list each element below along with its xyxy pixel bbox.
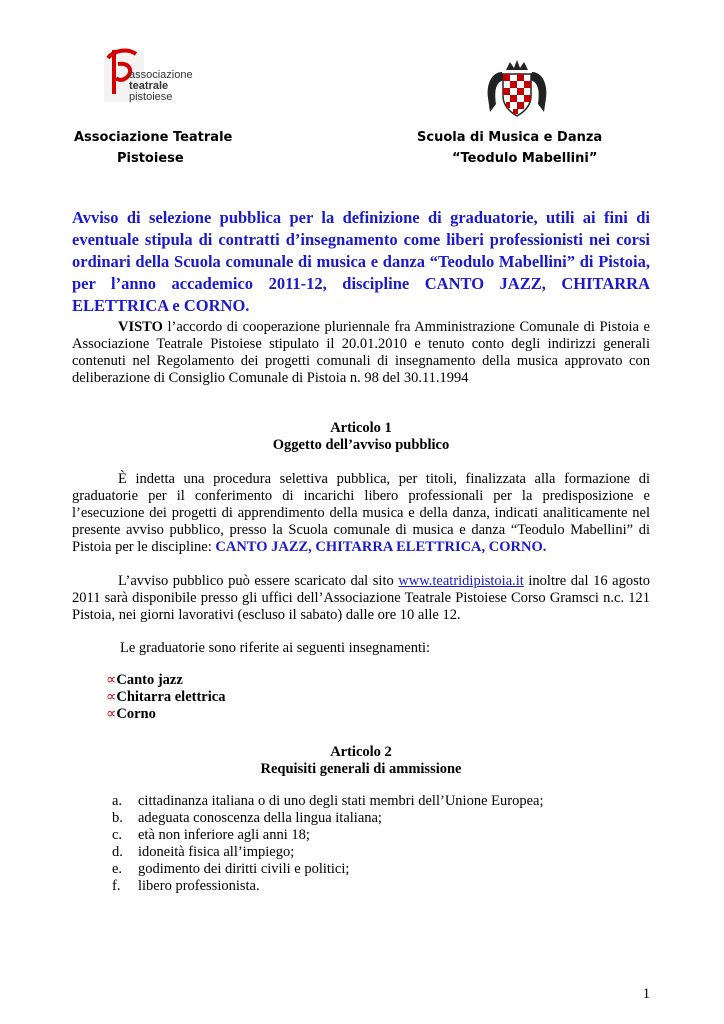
header-right-line-2: “Teodulo Mabellini” — [452, 151, 598, 166]
article-1-paragraph-3: Le graduatorie sono riferite ai seguenti insegnamenti: — [120, 640, 431, 656]
list-item: d. idoneità fisica all’impiego; — [112, 844, 295, 860]
logo-associazione-teatrale — [104, 44, 196, 108]
logo-line-3: pistoiese — [129, 91, 173, 103]
disciplines-list — [106, 672, 225, 723]
header-left-line-2: Pistoiese — [117, 151, 184, 166]
list-item: f. libero professionista. — [112, 878, 260, 894]
article-1-paragraph-2 — [72, 573, 650, 624]
list-item: b. adeguata conoscenza della lingua italiana; — [112, 810, 382, 826]
website-link[interactable]: www.teatridipistoia.it — [398, 573, 524, 589]
logo-scuola-mabellini — [484, 58, 550, 120]
header-left-line-1: Associazione Teatrale — [74, 130, 233, 145]
requirements-list — [112, 793, 543, 895]
bullet-icon: ∝ — [106, 689, 117, 705]
list-item: a. cittadinanza italiana o di uno degli stati membri dell’Unione Europea; — [112, 793, 544, 809]
notice-title: Avviso di selezione pubblica per la definizione di graduatorie, utili ai fini di eventuale stipula di contratti d’insegnamento come liberi professionisti nei corsi ordinari della Scuola comunale di musica e danza “Teodulo Mabellini” di Pistoia, per l’anno accademico 2011-12, discipline CANTO JAZZ, CHITARRA ELETTRICA e CORNO. — [72, 208, 650, 315]
list-item: ∝Corno — [106, 706, 156, 722]
list-item: e. godimento dei diritti civili e politici; — [112, 861, 350, 877]
disciplines-highlight: CANTO JAZZ, CHITARRA ELETTRICA, CORNO. — [215, 539, 547, 555]
coat-of-arms-icon — [484, 58, 550, 120]
visto-text: l’accordo di cooperazione pluriennale fra Amministrazione Comunale di Pistoia e Associazione Teatrale Pistoiese stipulato il 20.01.2010 e tenuto conto degli indirizzi generali contenuti nel Regolamento dei progetti comunali di insegnamento della musica approvato con deliberazione di Consiglio Comunale di Pistoia n. 98 del 30.11.1994 — [72, 319, 650, 386]
article-2-subheading: Requisiti generali di ammissione — [260, 761, 462, 777]
visto-bold: VISTO — [118, 319, 163, 335]
visto-paragraph — [72, 319, 650, 387]
list-item: ∝Chitarra elettrica — [106, 689, 226, 705]
article-2-heading: Articolo 2 — [330, 744, 392, 760]
article-1-subheading: Oggetto dell’avviso pubblico — [272, 437, 450, 453]
logo-line-2: teatrale — [129, 80, 169, 92]
article-1-para1-text: È indetta una procedura selettiva pubblica, per titoli, finalizzata alla formazione di graduatorie per il conferimento di incarichi libero professionali per la predisposizione e l’esecuzione dei progetti di apprendimento della musica e della danza, indicati analiticamente nel presente avviso pubblico, presso la Scuola comunale di musica e danza “Teodulo Mabellini” di Pistoia per le discipline: — [72, 471, 650, 555]
bullet-icon: ∝ — [106, 672, 117, 688]
bullet-icon: ∝ — [106, 706, 117, 722]
list-item: ∝Canto jazz — [106, 672, 183, 688]
page-number: 1 — [642, 986, 650, 1002]
article-1-para2-before: L’avviso pubblico può essere scaricato dal sito — [118, 573, 399, 589]
list-item: c. età non inferiore agli anni 18; — [112, 827, 310, 843]
logo-line-1: associazione — [129, 69, 193, 81]
article-1-paragraph-1 — [72, 471, 650, 556]
article-1-heading: Articolo 1 — [330, 420, 392, 436]
article-1-para2-after: inoltre dal 16 agosto 2011 sarà disponibile presso gli uffici dell’Associazione Teatrale Pistoiese Corso Gramsci n.c. 121 Pistoia, nei giorni lavorativi (escluso il sabato) dalle ore 10 alle 12. — [72, 573, 651, 623]
header-right-line-1: Scuola di Musica e Danza — [417, 130, 603, 145]
